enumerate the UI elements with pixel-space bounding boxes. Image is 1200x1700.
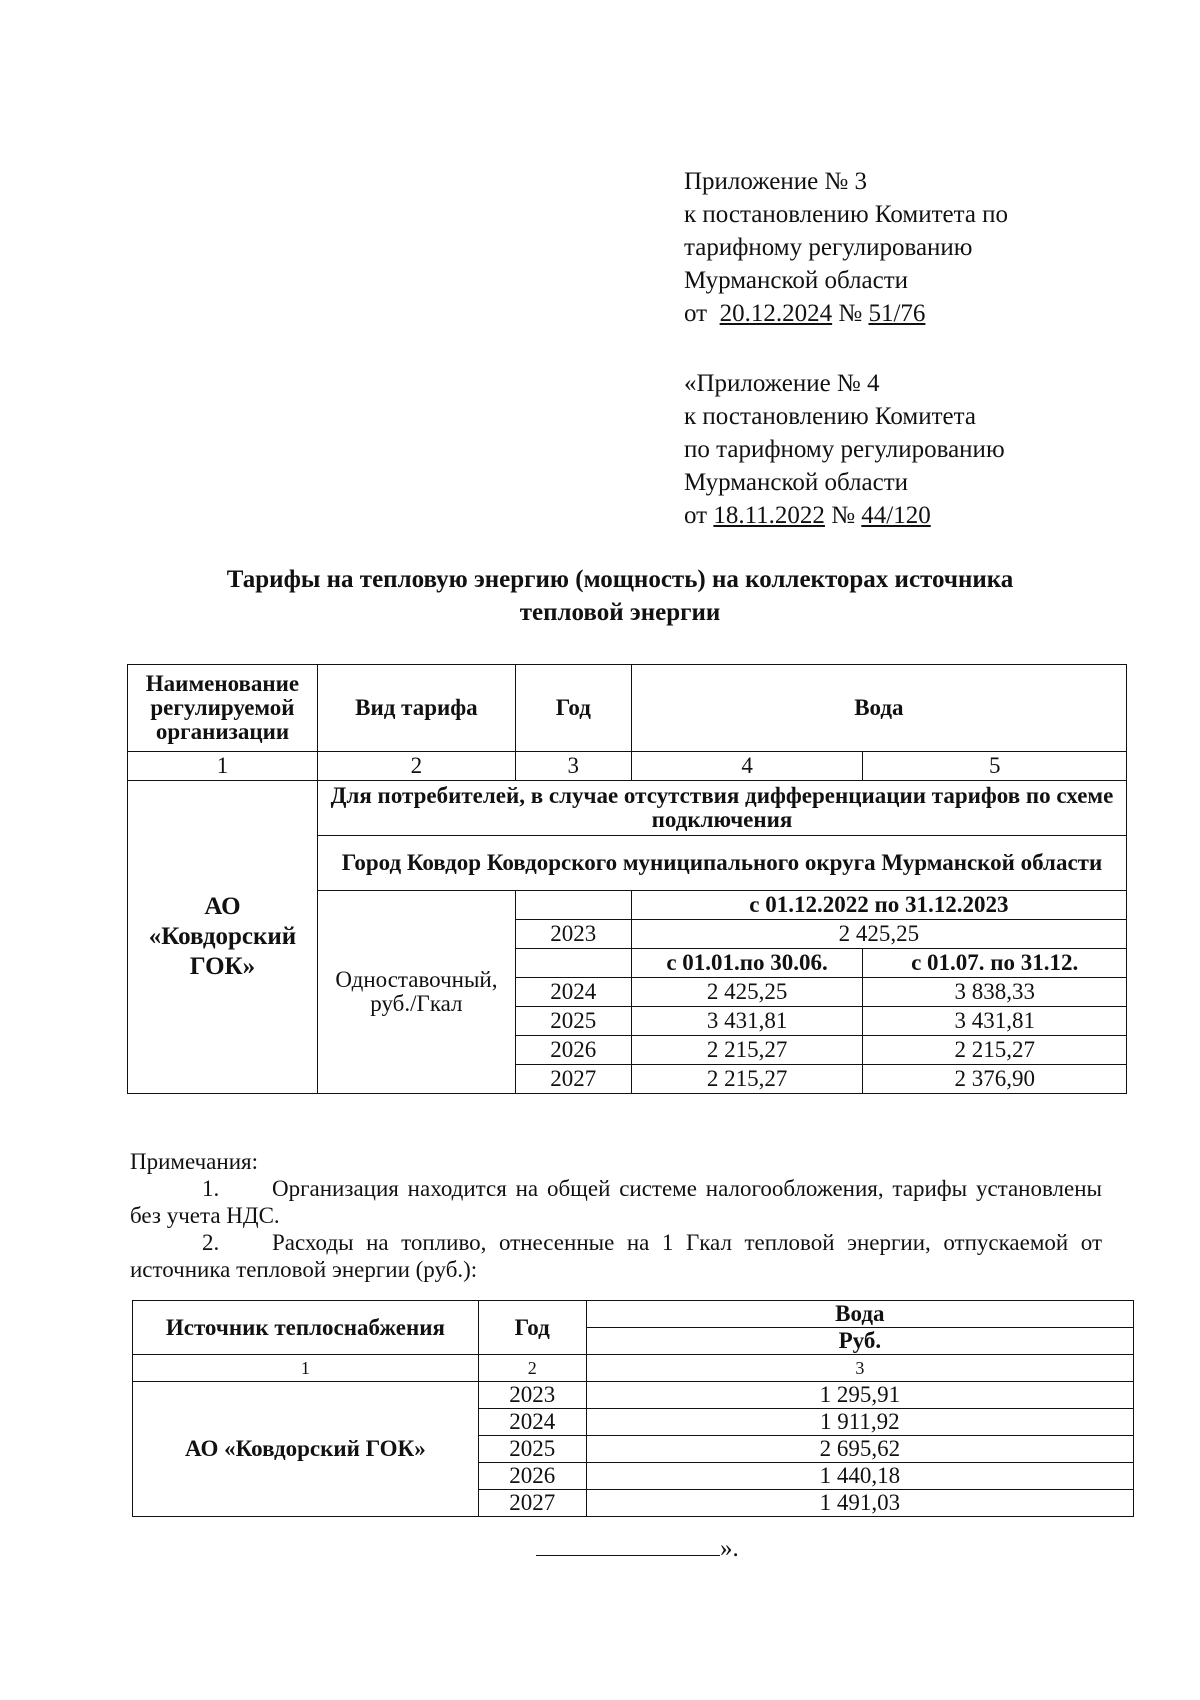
appendix-3-date-prefix: от [684, 300, 708, 327]
appendix-4-line1: «Приложение № 4 [684, 370, 880, 397]
col-number-2: 2 [478, 1355, 586, 1382]
header-org: Наименование регулируемой организации [128, 665, 318, 752]
header-year: Год [515, 665, 631, 752]
header-unit: Руб. [586, 1328, 1133, 1355]
title-line2: тепловой энергии [519, 599, 721, 626]
row-half2-value: 3 431,81 [863, 1007, 1127, 1036]
row-year: 2024 [478, 1409, 586, 1436]
year-2023: 2023 [515, 920, 631, 949]
appendix-4-header [684, 367, 1124, 532]
row-year: 2026 [478, 1463, 586, 1490]
appendix-4-date-prefix: от [684, 502, 708, 529]
note-item-2 [130, 1229, 1102, 1283]
header-water: Вода [586, 1301, 1133, 1328]
table-row [128, 752, 1127, 781]
note-item-1-number: 1. [202, 1176, 220, 1201]
col-number-3: 3 [586, 1355, 1133, 1382]
row-year: 2025 [478, 1436, 586, 1463]
closing-line [536, 1541, 720, 1556]
note-item-1-text: Организация находится на общей системе налогообложения, тарифы установлены без учета НДС. [130, 1176, 1102, 1228]
appendix-3-date: 20.12.2024 [719, 300, 833, 327]
table-row [133, 1301, 1134, 1328]
half2-label: с 01.07. по 31.12. [863, 949, 1127, 978]
row-half2-value: 3 838,33 [863, 978, 1127, 1007]
row-year: 2023 [478, 1382, 586, 1409]
header-source: Источник теплоснабжения [133, 1301, 479, 1355]
row-year: 2024 [515, 978, 631, 1007]
appendix-4-date-line [684, 499, 1124, 532]
source-name: АО «Ковдорский ГОК» [133, 1382, 479, 1517]
col-number-1: 1 [133, 1355, 479, 1382]
closing-mark: ». [720, 1535, 739, 1562]
table-row [128, 665, 1127, 752]
note-item-1 [130, 1175, 1102, 1229]
row-half1-value: 3 431,81 [631, 1007, 863, 1036]
notes-heading: Примечания: [130, 1149, 258, 1174]
note-item-2-text: Расходы на топливо, отнесенные на 1 Гкал тепловой энергии, отпускаемой от источника тепловой энергии (руб.): [130, 1230, 1102, 1282]
period-2023: с 01.12.2022 по 31.12.2023 [631, 891, 1126, 920]
col-number-3: 3 [515, 752, 631, 781]
organization-name: АО «Ковдорский ГОК» [128, 781, 318, 1094]
appendix-4-line3: по тарифному регулированию [684, 436, 1005, 463]
col-number-4: 4 [631, 752, 863, 781]
header-water: Вода [631, 665, 1126, 752]
row-year: 2027 [515, 1065, 631, 1094]
row-year: 2025 [515, 1007, 631, 1036]
document-title [120, 563, 1120, 629]
appendix-3-line2: к постановлению Комитета по [684, 201, 1009, 228]
row-half2-value: 2 376,90 [863, 1065, 1127, 1094]
row-half2-value: 2 215,27 [863, 1036, 1127, 1065]
appendix-3-line1: Приложение № 3 [684, 168, 868, 195]
table-row [133, 1355, 1134, 1382]
closing-quote [536, 1535, 739, 1563]
tariff-kind: Одноставочный, руб./Гкал [317, 891, 515, 1094]
title-line1: Тарифы на тепловую энергию (мощность) на коллекторах источника [226, 566, 1014, 593]
year-blank [515, 891, 631, 920]
row-value: 1 491,03 [586, 1490, 1133, 1517]
notes-section [130, 1148, 1102, 1283]
appendix-4-line4: Мурманской области [684, 469, 909, 496]
table-row [133, 1382, 1134, 1409]
appendix-4-date: 18.11.2022 [713, 502, 825, 529]
header-tariff-type: Вид тарифа [317, 665, 515, 752]
appendix-4-number: 44/120 [861, 502, 931, 529]
value-2023: 2 425,25 [631, 920, 1126, 949]
header-year: Год [478, 1301, 586, 1355]
fuel-cost-table [132, 1300, 1134, 1517]
appendix-3-line3: тарифному регулированию [684, 234, 973, 261]
consumer-note: Для потребителей, в случае отсутствия дифференциации тарифов по схеме подключения [317, 781, 1126, 836]
half1-label: с 01.01.по 30.06. [631, 949, 863, 978]
appendix-4-line2: к постановлению Комитета [684, 403, 976, 430]
row-value: 1 911,92 [586, 1409, 1133, 1436]
note-item-2-number: 2. [202, 1230, 220, 1255]
appendix-4-number-sign: № [831, 502, 856, 529]
col-number-1: 1 [128, 752, 318, 781]
appendix-3-number: 51/76 [868, 300, 926, 327]
appendix-3-line4: Мурманской области [684, 267, 909, 294]
col-number-2: 2 [317, 752, 515, 781]
row-value: 2 695,62 [586, 1436, 1133, 1463]
year-blank [515, 949, 631, 978]
row-year: 2026 [515, 1036, 631, 1065]
appendix-3-header [684, 165, 1124, 330]
row-value: 1 295,91 [586, 1382, 1133, 1409]
row-year: 2027 [478, 1490, 586, 1517]
row-half1-value: 2 425,25 [631, 978, 863, 1007]
table-row [128, 781, 1127, 836]
row-half1-value: 2 215,27 [631, 1065, 863, 1094]
territory-name: Город Ковдор Ковдорского муниципального округа Мурманской области [317, 836, 1126, 891]
appendix-3-number-sign: № [838, 300, 863, 327]
appendix-3-date-line [684, 297, 1124, 330]
tariff-table [127, 664, 1127, 1094]
row-half1-value: 2 215,27 [631, 1036, 863, 1065]
row-value: 1 440,18 [586, 1463, 1133, 1490]
col-number-5: 5 [863, 752, 1127, 781]
